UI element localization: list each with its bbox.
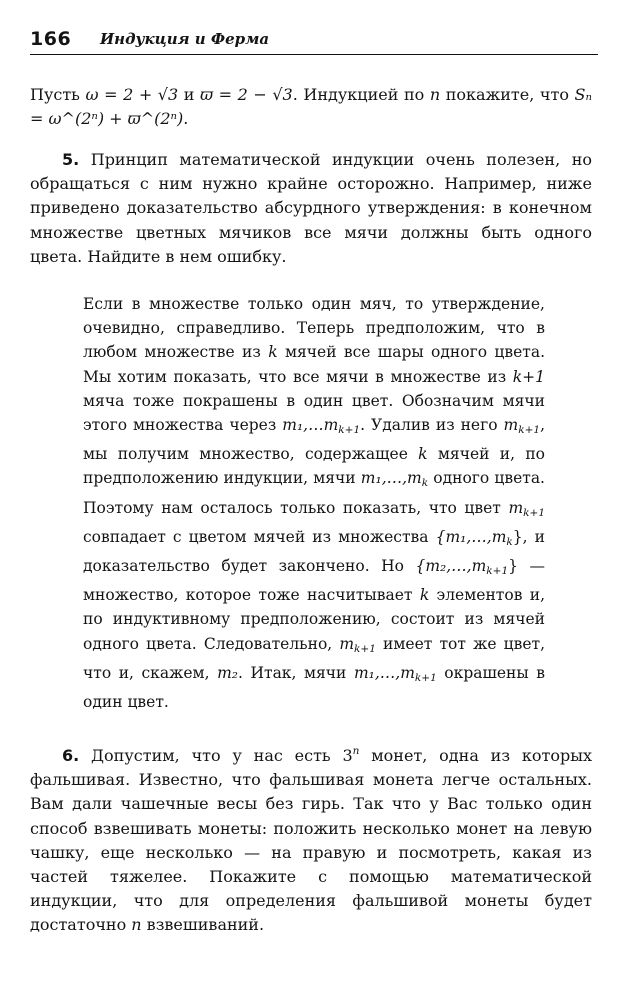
formula-sn: Sₙ = ω^(2ⁿ) + ϖ^(2ⁿ) bbox=[30, 85, 592, 129]
page-number: 166 bbox=[30, 28, 72, 50]
paragraph-omega: Пусть ω = 2 + √3 и ϖ = 2 − √3. Индукцией по n покажите, что Sₙ = ω^(2ⁿ) + ϖ^(2ⁿ). bbox=[30, 85, 592, 129]
problem-5-text: Принцип математической индукции очень полезен, но обращаться с ним нужно крайне осторожно. Например, ниже приведено доказательство абсурдного утверждения: в конечном множестве цветных мячиков все мячи должны быть одного цвета. Найдите в нем ошибку. bbox=[30, 150, 592, 266]
problem-6: 6. Допустим, что у нас есть 3$^n$ монет, одна из которых фальшивая. Известно, что фальшивая монета легче остальных. Вам дали чашечные весы без гирь. Так что у Вас только один способ взвешивать монеты: положить несколько монет на левую чашку, еще несколько — на правую и посмотреть, какая из частей тяжелее. Покажите с помощью математической индукции, что для определения фальшивой монеты будет достаточно n взвешиваний. bbox=[30, 745, 592, 935]
varpi-definition: ϖ = 2 − √3 bbox=[200, 85, 293, 104]
running-title: Индукция и Ферма bbox=[100, 30, 270, 48]
header-rule bbox=[30, 54, 598, 55]
variable-n: n bbox=[429, 85, 441, 104]
quoted-proof: Если в множестве только один мяч, то утверждение, очевидно, справедливо. Теперь предположим, что в любом множестве из k мячей все шары одного цвета. Мы хотим показать, что все мячи в множестве из k+1 мяча тоже покрашены в один цвет. Обозначим мячи этого множества через $m_1,\dots m_{k+1}$. Удалив из него $m_{k+1}$, мы получим множество, содержащее k мячей и, по предположению индукции, мячи $m_1,\dots,m_k$ одного цвета. Поэтому нам осталось только показать, что цвет $m_{k+1}$ совпадает с цветом мячей из множества $\{m_1,\dots,m_k\}$, и доказательство будет закончено. Но $\{m_2,\dots,m_{k+1}\}$ — множество, которое тоже насчитывает k элементов и, по индуктивному предположению, состоит из мячей одного цвета. Следовательно, $m_{k+1}$ имеет тот же цвет, что и, скажем, m₂. Итак, мячи $m_1,\dots,m_{k+1}$ окрашены в один цвет. bbox=[83, 295, 546, 712]
problem-number: 6. bbox=[62, 746, 80, 765]
page-header bbox=[30, 26, 596, 56]
omega-definition: ω = 2 + √3 bbox=[85, 85, 179, 104]
problem-number: 5. bbox=[62, 150, 80, 169]
problem-5 bbox=[30, 148, 592, 269]
